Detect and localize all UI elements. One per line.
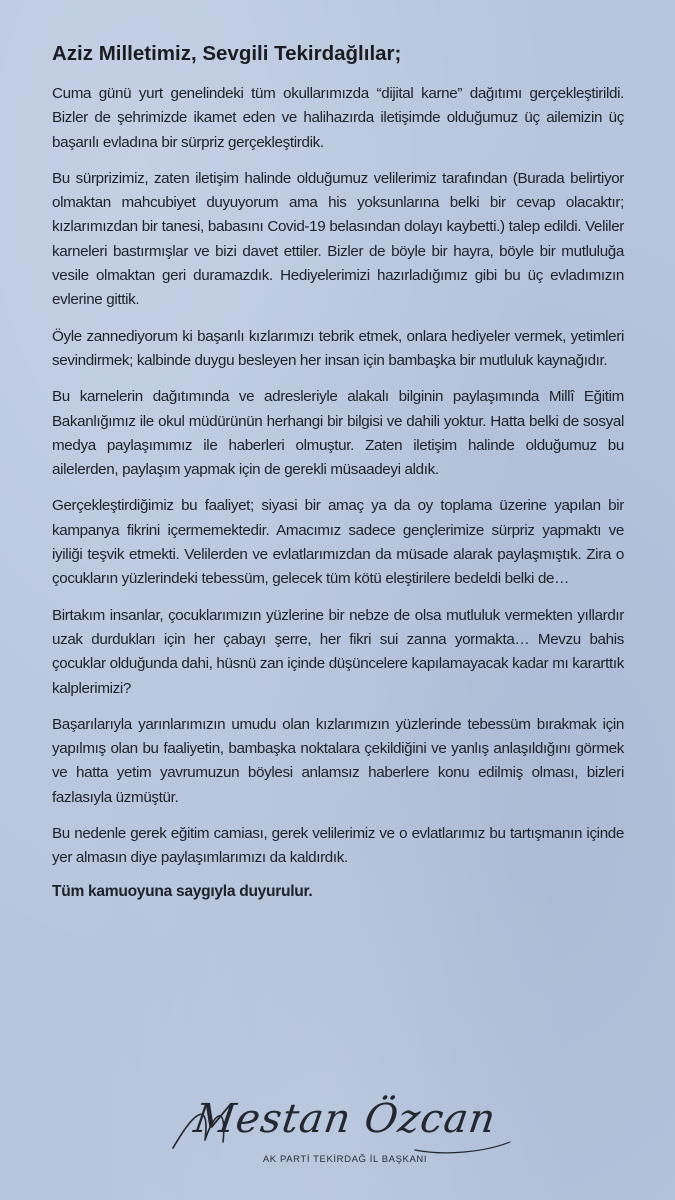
paragraph: Bu nedenle gerek eğitim camiası, gerek velilerimiz ve o evlatlarımız bu tartışmanın içinde yer almasın diye paylaşımlarımızı da kaldırdık.: [52, 825, 624, 867]
letter-closing: Tüm kamuoyuna saygıyla duyurulur.: [52, 882, 313, 900]
signature-title: AK PARTİ TEKİRDAĞ İL BAŞKANI: [262, 1154, 428, 1165]
paragraph: Bu karnelerin dağıtımında ve adresleriyle alakalı bilginin paylaşımında Millî Eğitim Bakanlığımız ile okul müdürünün herhangi bir bilgisi ve dahili yoktur. Hatta belki de sosyal medya paylaşımımız ile haberleri olmuştur. Zaten iletişim halinde olduğumuz bu ailelerden, paylaşım yapmak için de gerekli müsaadeyi aldık.: [52, 388, 624, 479]
paragraph: Birtakım insanlar, çocuklarımızın yüzlerine bir nebze de olsa mutluluk vermekten yıllardır uzak durdukları için her çabayı şerre, her fikri sui zanna yormakta… Mevzu bahis çocuklar olduğunda dahi, hüsnü zan içinde düşüncelere kapılamayacak kadar mı kararttık kalplerimizi?: [52, 606, 624, 697]
paragraph: Öyle zannediyorum ki başarılı kızlarımızı tebrik etmek, onlara hediyeler vermek, yetimleri sevindirmek; kalbinde duygu besleyen her insan için bambaşka bir mutluluk kaynağıdır.: [52, 327, 624, 369]
letter-body: [52, 42, 624, 901]
paragraph: Başarılarıyla yarınlarımızın umudu olan kızlarımızın yüzlerinde tebessüm bırakmak için yapılmış olan bu faaliyetin, bambaşka noktalara çekildiğini ve yanlış anlaşıldığını görmek ve hatta yetim yavrumuzun böylesi anlamsız haberlere konu edilmiş olması, bizleri fazlasıyla üzmüştür.: [52, 715, 624, 806]
signature-name: Mestan Özcan: [191, 1096, 499, 1142]
letter-greeting: Aziz Milletimiz, Sevgili Tekirdağlılar;: [52, 42, 402, 65]
signature-block: [165, 1090, 525, 1180]
paragraph: Gerçekleştirdiğimiz bu faaliyet; siyasi bir amaç ya da oy toplama üzerine yapılan bir kampanya fikrini içermemektedir. Amacımız sadece gençlerimize sürpriz yapmaktı ve iyiliği teşvik etmekti. Velilerden ve evlatlarımızdan da müsade alarak paylaşmıştık. Zira o çocukların yüzlerindeki tebessüm, gelecek tüm kötü eleştirilere bedeldi belki de…: [52, 497, 624, 588]
paragraph: Bu sürprizimiz, zaten iletişim halinde olduğumuz velilerimiz tarafından (Burada belirtiyor olmaktan mahcubiyet duyuyorum ama his yoksunlarına belki bir cevap olacaktır; kızlarımızdan bir tanesi, babasını Covid-19 belasından dolayı kaybetti.) talep edildi. Veliler karneleri bastırmışlar ve bizi davet ettiler. Bizler de böyle bir hayra, böyle bir mutluluğa vesile olmaktan geri duramazdık. Hediyelerimizi hazırladığımız gibi bu üç evladımızın evlerine gittik.: [52, 169, 624, 309]
paragraph: Cuma günü yurt genelindeki tüm okullarımızda “dijital karne” dağıtımı gerçekleştirildi. Bizler de şehrimizde ikamet eden ve halihazırda iletişimde olduğumuz üç ailemizin üç başarılı evladına bir sürpriz gerçekleştirdik.: [52, 85, 624, 151]
